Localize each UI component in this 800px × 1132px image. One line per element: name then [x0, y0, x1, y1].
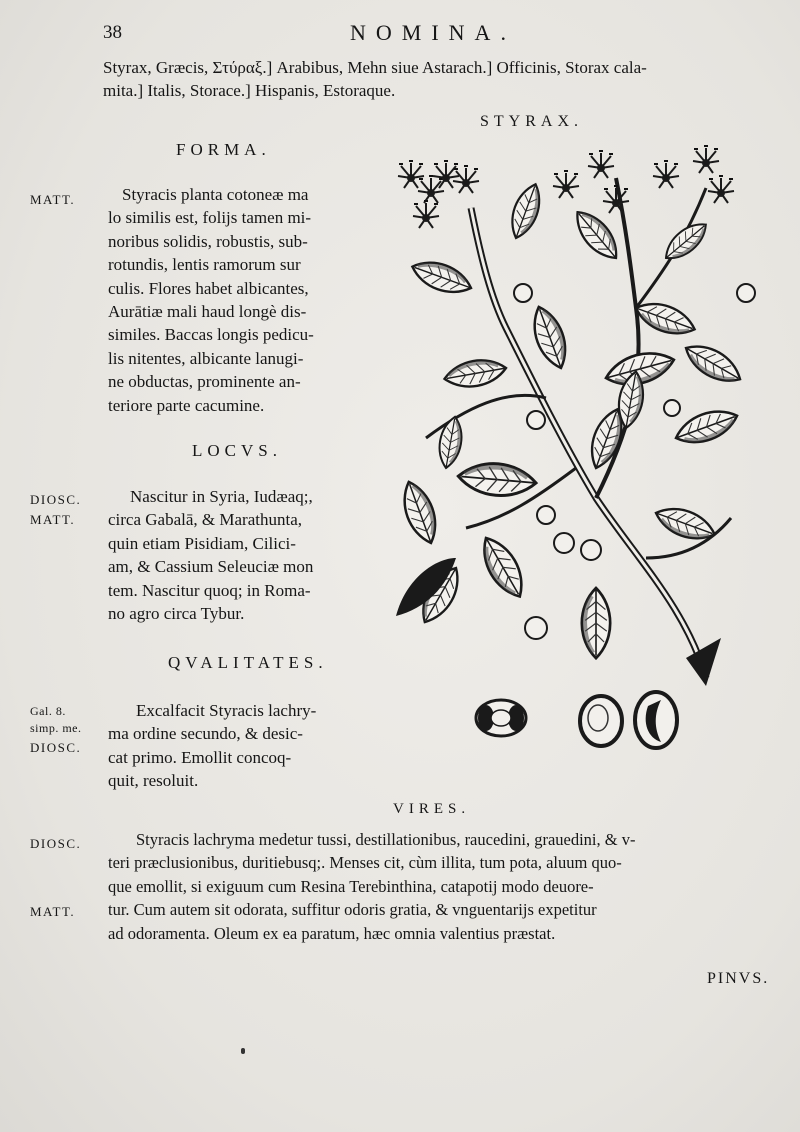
text-line: similes. Baccas longis pedicu- — [108, 325, 314, 345]
locus-margin-source-1: DIOSC. — [30, 492, 82, 507]
qualitates-text — [108, 699, 370, 793]
names-line-2: mita.] Italis, Storace.] Hispanis, Estoraque. — [103, 81, 396, 100]
running-head: NOMINA. — [350, 20, 516, 45]
forma-text — [108, 183, 370, 417]
text-line: Styracis lachryma medetur tussi, destillationibus, raucedini, grauedini, & v- — [136, 830, 636, 849]
text-line: cat primo. Emollit concoq- — [108, 747, 292, 767]
fruit-section-1 — [476, 700, 526, 736]
text-line: ma ordine secundo, & desic- — [108, 724, 303, 744]
text-line: lo similis est, folijs tamen mi- — [108, 208, 312, 228]
text-line: Styracis planta cotoneæ ma — [122, 185, 309, 204]
text-line: teri præclusionibus, duritiebusq;. Menses cit, cùm illita, tum pota, aluum quo- — [108, 853, 622, 873]
locus-heading: LOCVS. — [192, 441, 282, 460]
text-line: circa Gabalā, & Marathunta, — [108, 510, 302, 530]
text-line: no agro circa Tybur. — [108, 604, 245, 624]
vires-margin-source-1: DIOSC. — [30, 836, 82, 851]
fruit-section-3 — [635, 692, 677, 748]
text-line: quin etiam Pisidiam, Cilici- — [108, 533, 296, 553]
styrax-woodcut-illustration — [386, 138, 766, 758]
qualitates-heading: QVALITATES. — [168, 653, 328, 672]
text-line: rotundis, lentis ramorum sur — [108, 255, 301, 275]
text-line: quit, resoluit. — [108, 771, 199, 791]
text-line: Nascitur in Syria, Iudæaq;, — [130, 487, 313, 506]
text-line: ne obductas, prominente an- — [108, 372, 301, 392]
text-line: noribus solidis, robustis, sub- — [108, 231, 308, 251]
page-number: 38 — [103, 22, 122, 43]
text-line: tur. Cum autem sit odorata, suffitur odoris gratia, & vnguentarijs expetitur — [108, 900, 597, 920]
forma-margin-source: MATT. — [30, 192, 76, 207]
names-paragraph — [103, 56, 768, 102]
vires-heading: VIRES. — [393, 801, 471, 817]
vires-text — [108, 828, 773, 945]
fruit-section-2 — [580, 696, 622, 746]
text-line: am, & Cassium Seleuciæ mon — [108, 557, 314, 577]
vires-margin-source-2: MATT. — [30, 904, 76, 919]
text-line: Aurātiæ mali haud longè dis- — [108, 302, 307, 322]
locus-text — [108, 485, 370, 625]
text-line: culis. Flores habet albicantes, — [108, 278, 309, 298]
qualitates-margin-source-3: DIOSC. — [30, 740, 82, 755]
text-line: teriore parte cacumine. — [108, 395, 265, 415]
forma-heading: FORMA. — [176, 140, 271, 159]
qualitates-margin-source-1: Gal. 8. — [30, 704, 66, 718]
text-line: que emollit, si exiguum cum Resina Terebinthina, catapotij modo deuore- — [108, 876, 594, 896]
ink-speck — [241, 1048, 245, 1054]
catchword: PINVS. — [707, 970, 770, 987]
text-line: lis nitentes, albicante lanugi- — [108, 348, 304, 368]
text-line: Excalfacit Styracis lachry- — [136, 701, 317, 720]
plate-title: STYRAX. — [480, 113, 584, 130]
text-line: tem. Nascitur quoq; in Roma- — [108, 580, 311, 600]
text-line: ad odoramenta. Oleum ex ea paratum, hæc omnia valentius præstat. — [108, 923, 556, 943]
locus-margin-source-2: MATT. — [30, 512, 76, 527]
names-line-1: Styrax, Græcis, Στύραξ.] Arabibus, Mehn siue Astarach.] Officinis, Storax cala- — [103, 58, 647, 77]
qualitates-margin-source-2: simp. me. — [30, 721, 82, 735]
